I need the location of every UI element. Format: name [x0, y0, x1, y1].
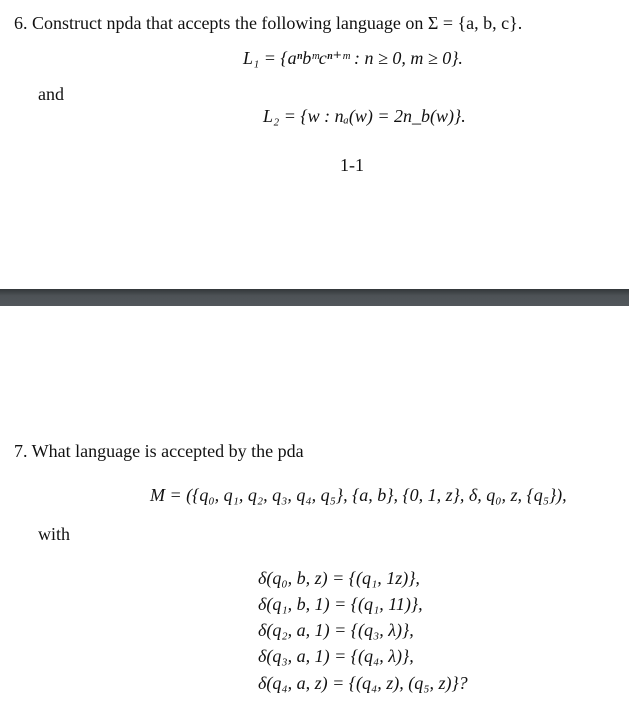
pda-definition: M = ({q₀, q₁, q₂, q₃, q₄, q₅}, {a, b}, {0, 1, z}, δ, q₀, z, {q₅}),: [150, 485, 567, 505]
problem-7-heading: 7. What language is accepted by the pda: [14, 441, 304, 461]
and-label: and: [38, 84, 64, 104]
with-label: with: [38, 524, 71, 544]
page-divider: [0, 289, 629, 306]
problem-6-heading: 6. Construct npda that accepts the following language on Σ = {a, b, c}.: [14, 13, 523, 33]
language-l1: L₁ = {aⁿbᵐcⁿ⁺ᵐ : n ≥ 0, m ≥ 0}.: [243, 48, 463, 68]
transition-4: δ(q₃, a, 1) = {(q₄, λ)},: [258, 646, 414, 666]
transition-3: δ(q₂, a, 1) = {(q₃, λ)},: [258, 620, 414, 640]
transition-5: δ(q₄, a, z) = {(q₄, z), (q₅, z)}?: [258, 673, 468, 693]
transition-1: δ(q₀, b, z) = {(q₁, 1z)},: [258, 568, 420, 588]
transition-2: δ(q₁, b, 1) = {(q₁, 11)},: [258, 594, 423, 614]
page-marker: 1-1: [340, 155, 364, 175]
language-l2: L₂ = {w : nₐ(w) = 2n_b(w)}.: [263, 106, 466, 126]
